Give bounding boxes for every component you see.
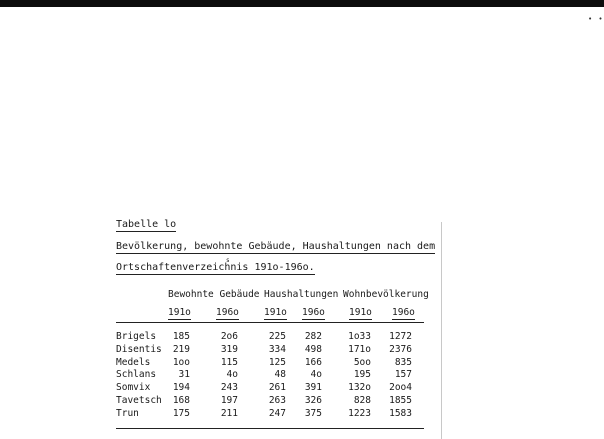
corner-mark: • • <box>588 15 604 23</box>
table-cell: 1855 <box>389 395 412 406</box>
table-cell: 247 <box>268 407 286 419</box>
handwritten-correction-mark: s <box>226 257 230 264</box>
table-cell: 175 <box>172 407 190 419</box>
row-label: Medels <box>116 356 151 368</box>
table-cell: 319 <box>220 343 238 355</box>
page-edge-line <box>441 222 442 439</box>
table-cell: 334 <box>268 343 286 355</box>
year-header: 196o <box>392 307 415 318</box>
table-cell: 391 <box>304 382 322 394</box>
row-label: Schlans <box>116 369 157 381</box>
row-label: Somvix <box>116 382 151 394</box>
footer-rule <box>116 428 424 429</box>
table-cell: 185 <box>172 331 190 342</box>
header-wohnbevoelkerung: Wohnbevölkerung <box>343 289 429 300</box>
table-cell: 261 <box>268 382 286 394</box>
table-cell: 166 <box>304 356 322 368</box>
table-cell: 171o <box>348 343 371 355</box>
table-cell: 828 <box>353 395 371 406</box>
top-dark-border <box>0 0 604 7</box>
table-cell: 125 <box>268 356 286 368</box>
header-bewohnte-gebaeude: Bewohnte Gebäude <box>168 289 260 300</box>
row-label: Trun <box>116 407 139 419</box>
table-cell: 1o33 <box>348 331 371 342</box>
table-cell: 835 <box>394 356 412 368</box>
table-cell: 2o6 <box>220 331 238 342</box>
table-title: Tabelle lo <box>116 219 177 230</box>
table-cell: 2oo4 <box>389 382 412 394</box>
table-cell: 168 <box>172 395 190 406</box>
table-cell: 243 <box>220 382 238 394</box>
header-rule <box>116 322 424 323</box>
table-cell: 31 <box>178 369 190 381</box>
table-cell: 375 <box>304 407 322 419</box>
year-header: 191o <box>264 307 287 318</box>
table-cell: 211 <box>220 407 238 419</box>
table-cell: 282 <box>304 331 322 342</box>
table-cell: 132o <box>348 382 371 394</box>
table-cell: 1272 <box>389 331 412 342</box>
year-header: 196o <box>302 307 325 318</box>
row-label: Disentis <box>116 343 162 355</box>
table-cell: 1583 <box>389 407 412 419</box>
table-cell: 326 <box>304 395 322 406</box>
table-cell: 5oo <box>353 356 371 368</box>
table-cell: 157 <box>394 369 412 381</box>
row-label: Brigels <box>116 331 157 342</box>
table-cell: 48 <box>274 369 286 381</box>
table-cell: 194 <box>172 382 190 394</box>
table-caption-line-1: Bevölkerung, bewohnte Gebäude, Haushaltungen nach dem <box>116 241 436 252</box>
table-cell: 2376 <box>389 343 412 355</box>
table-cell: 219 <box>172 343 190 355</box>
table-cell: 4o <box>226 369 238 381</box>
table-cell: 115 <box>220 356 238 368</box>
table-cell: 225 <box>268 331 286 342</box>
year-header: 191o <box>349 307 372 318</box>
table-cell: 197 <box>220 395 238 406</box>
table-cell: 1223 <box>348 407 371 419</box>
table-cell: 195 <box>353 369 371 381</box>
table-caption-line-2: Ortschaftenverzeichnis 191o-196o. <box>116 262 315 273</box>
year-header: 191o <box>168 307 191 318</box>
table-cell: 4o <box>310 369 322 381</box>
header-haushaltungen: Haushaltungen <box>264 289 339 300</box>
year-header: 196o <box>216 307 239 318</box>
row-label: Tavetsch <box>116 395 162 406</box>
table-cell: 1oo <box>172 356 190 368</box>
table-cell: 263 <box>268 395 286 406</box>
table-cell: 498 <box>304 343 322 355</box>
